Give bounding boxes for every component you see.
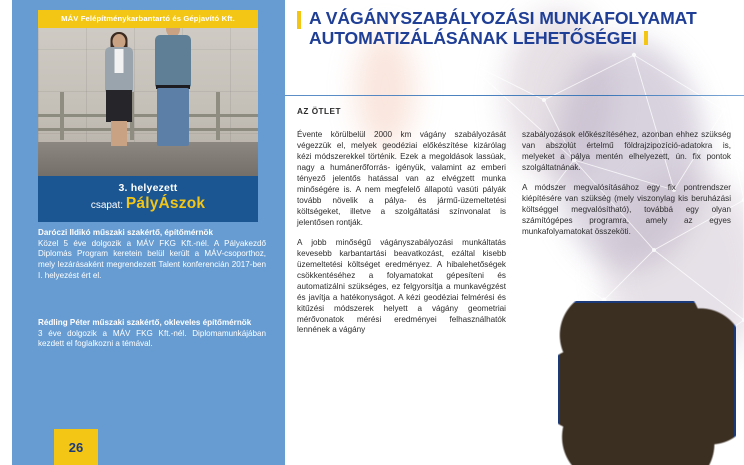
sidebar-blue-panel — [12, 0, 285, 465]
person-female — [98, 34, 140, 146]
railway-track-photo — [558, 301, 736, 465]
team-line — [42, 195, 254, 213]
bio-name-1: Daróczi Ildikó műszaki szakértő, építőmérnök — [38, 228, 213, 237]
team-card — [38, 10, 258, 222]
rank-label: 3. helyezett — [118, 181, 178, 194]
team-caption — [38, 176, 258, 222]
header-divider — [285, 95, 744, 96]
article-title-block — [297, 8, 727, 49]
bio-block-1 — [38, 228, 266, 282]
scalloped-photo-frame — [558, 301, 736, 465]
bio-text-2: 3 éve dolgozik a MÁV FKG Kft.-nél. Diplomamunkájában kezdett el foglalkozni a témával. — [38, 328, 266, 349]
section-kicker: AZ ÖTLET — [297, 107, 342, 116]
page-title-text: A VÁGÁNYSZABÁLYOZÁSI MUNKAFOLYAMAT AUTOMATIZÁLÁSÁNAK LEHETŐSÉGEI — [309, 8, 697, 49]
paragraph: Évente körülbelül 2000 km vágány szabályozását végezzük el, melyek geodéziai előkészítése kizárólag kézi módszerekkel történik. Ezek a megoldások lassúak, nagy a humánerőforrás- igényük, valamint az emberi tényező jelentős hatással van az elvégzett munka minőségére is. A nem megfelelő állapotú vasúti pályák tovább növelik a pálya- és jármű-üzemeltetési költségeket, illetve a szolgáltatási színvonalat is jelentősen rontják. — [297, 130, 506, 227]
bio-text-1: Közel 5 éve dolgozik a MÁV FKG Kft.-nél. A Pályakezdő Diplomás Program keretein belül került a MÁV-csoporthoz, mely lezárásaként megrendezett Talent konferencián 2017-ben I. helyezést ért el. — [38, 238, 266, 280]
page-number: 26 — [54, 429, 98, 465]
sidebar — [0, 0, 285, 465]
bio-name-2: Rédling Péter műszaki szakértő, okleveles építőmérnök — [38, 318, 252, 327]
team-label: csapat: — [90, 199, 124, 211]
bio-block-2 — [38, 318, 266, 350]
paragraph: A módszer megvalósításához egy fix pontrendszer kiépítésére van szükség (mely viszonylag kis beruházási költséggel megvalósítható), továbbá egy olyan számítógépes programra, amely az egyes munkafolyamatokat összeköti. — [522, 182, 731, 236]
page-title — [297, 8, 727, 49]
team-name: PályÁszok — [125, 194, 206, 212]
accent-bar-left-icon — [297, 11, 301, 29]
person-male — [148, 28, 198, 146]
paragraph: A jobb minőségű vágányszabályozási munkáltatás kevesebb karbantartási beavatkozást, ezáltal kisebb üzemeltetési költséget eredményez. A hibalehetőségek csökkentéséhez a folyamatokat gépesíteni és automatizálni szükséges, ez felgyorsítja a munkavégzést és javítja a hatékonyságot. A kézi geodéziai felmérési és kitűzési módszerek helyett a vágány geometriai mérővonatok mérési eredményei felhasználhatók lennének a vágány — [297, 237, 506, 335]
handrail-post — [60, 92, 64, 140]
photo-floor — [38, 142, 258, 176]
column-left — [297, 130, 506, 336]
company-banner: MÁV Felépítménykarbantartó és Gépjavító Kft. — [38, 10, 258, 28]
accent-bar-right-icon — [644, 31, 648, 45]
handrail-post — [216, 92, 220, 140]
paragraph: szabályozások előkészítéséhez, azonban ehhez szükség van abszolút értelmű földrajzipozíció-adatokra is, melyeket a pálya mentén elhelyezett, ún. fix pontok szolgáltatnának. — [522, 130, 731, 172]
team-photo — [38, 28, 258, 176]
article-body — [285, 0, 744, 465]
